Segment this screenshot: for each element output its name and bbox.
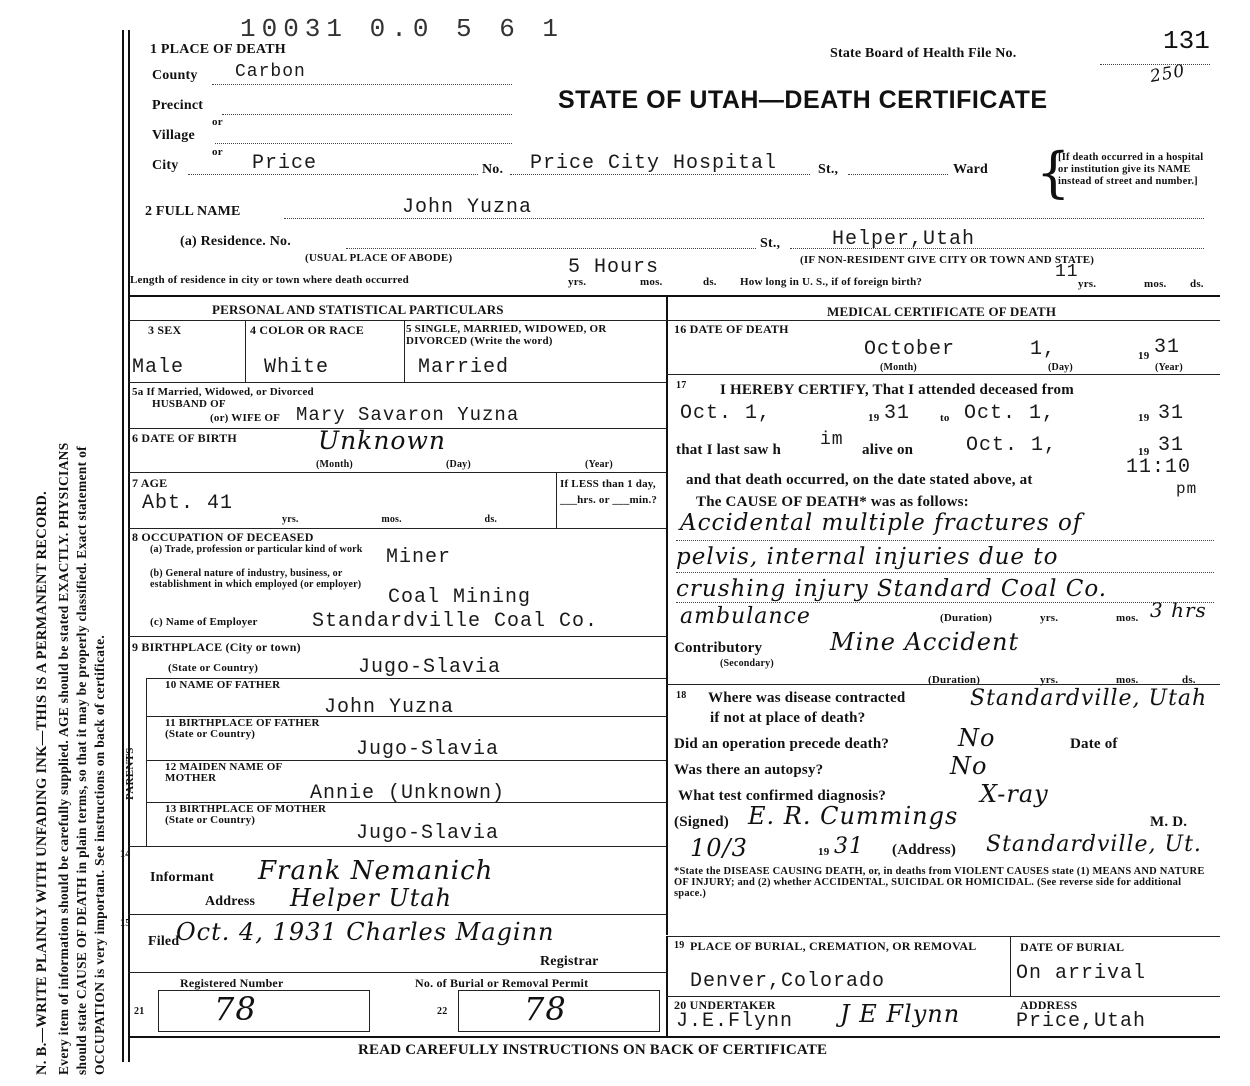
signed-year: 31	[834, 834, 864, 859]
dob-label: 6 DATE OF BIRTH	[132, 431, 237, 445]
date-of-death-month: October	[864, 338, 956, 361]
registrar-label: Registrar	[540, 954, 599, 969]
attended-to-date: Oct. 1,	[964, 402, 1056, 425]
or-label-1: or	[212, 116, 223, 128]
or-label-2: or	[212, 146, 223, 158]
contributory-label: Contributory	[674, 640, 763, 656]
foreign-birth-value: 11	[1055, 262, 1079, 282]
alive-date: Oct. 1,	[966, 434, 1058, 457]
burial-no: 19	[674, 940, 685, 951]
spouse-label-2: HUSBAND OF	[152, 398, 226, 410]
dob-year-label: (Year)	[585, 459, 613, 470]
undertaker-address-value: Price,Utah	[1016, 1010, 1147, 1033]
less-than-label: If LESS than 1 day, ___hrs. or ___min.?	[560, 478, 658, 506]
hospital-note: [If death occurred in a hospital or institution give its NAME instead of street and number.]	[1058, 152, 1204, 187]
alive-on-label: alive on	[862, 442, 914, 458]
footnote: *State the DISEASE CAUSING DEATH, or, in deaths from VIOLENT CAUSES state (1) MEANS AND NATURE OF INJURY; and (2) whether ACCIDENTAL, SUICIDAL OR HOMICIDAL. (See reverse side for additional space.)	[674, 866, 1205, 899]
occupation-label: 8 OCCUPATION OF DECEASED	[132, 530, 314, 544]
left-border	[122, 30, 124, 1062]
informant-value: Frank Nemanich	[258, 856, 494, 886]
full-name-label: 2 FULL NAME	[145, 204, 241, 219]
burial-number-index: 22	[437, 1006, 448, 1017]
ward-label: Ward	[953, 162, 989, 177]
autopsy-value: No	[950, 752, 988, 780]
contracted-label: Where was disease contracted	[708, 690, 906, 706]
death-day-label: (Day)	[1048, 362, 1073, 373]
res-mos-label: mos.	[640, 276, 663, 288]
attended-to-year: 31	[1158, 402, 1185, 425]
foreign-mos-label: mos.	[1144, 278, 1167, 290]
filed-value: Oct. 4, 1931 Charles Maginn	[176, 918, 555, 946]
father-label: 10 NAME OF FATHER	[165, 679, 281, 691]
registered-number-value: 78	[214, 990, 257, 1028]
cause-line-3: crushing injury Standard Coal Co.	[676, 576, 1108, 602]
alive-year-prefix: 19	[1138, 446, 1150, 458]
dob-month-label: (Month)	[316, 459, 353, 470]
margin-line-1: N. B.—WRITE PLAINLY WITH UNFADING INK—THIS IS A PERMANENT RECORD.	[34, 490, 50, 1075]
residence-st-label: St.,	[760, 236, 781, 251]
mother-birthplace-value: Jugo-Slavia	[356, 822, 500, 845]
certificate-title: STATE OF UTAH—DEATH CERTIFICATE	[558, 86, 1048, 114]
residence-label: (a) Residence. No.	[180, 234, 291, 249]
mother-label: 12 MAIDEN NAME OF MOTHER	[165, 761, 282, 784]
mother-value: Annie (Unknown)	[310, 782, 506, 805]
date-of-death-year: 31	[1154, 336, 1181, 359]
informant-label: Informant	[150, 870, 215, 885]
burial-date-label: DATE OF BURIAL	[1020, 940, 1125, 954]
death-ampm: pm	[1176, 480, 1198, 498]
margin-line-2: Every item of information should be carefully supplied. AGE should be stated EXACTLY. PHYSICIANS	[56, 442, 71, 1075]
burial-place-value: Denver,Colorado	[690, 970, 886, 993]
trade-value: Miner	[386, 546, 452, 569]
margin-line-4: OCCUPATION is very important. See instructions on back of certificate.	[92, 634, 107, 1075]
signed-label: (Signed)	[674, 814, 729, 830]
date-of-label: Date of	[1070, 736, 1118, 752]
birthplace-label: 9 BIRTHPLACE (City or town)	[132, 640, 301, 654]
doctor-address-value: Standardville, Ut.	[986, 832, 1202, 857]
age-units: yrs. mos. ds.	[282, 514, 498, 525]
duration-label-1: (Duration)	[940, 612, 993, 624]
stamp-number: 10031 0.0 5 6 1	[240, 14, 565, 44]
duration-yrs-2: yrs.	[1040, 674, 1059, 686]
file-number: 131	[1163, 26, 1210, 56]
foreign-birth-label: How long in U. S., if of foreign birth?	[740, 276, 923, 288]
father-birthplace-value: Jugo-Slavia	[356, 738, 500, 761]
dob-value: Unknown	[318, 426, 446, 455]
contracted-value: Standardville, Utah	[970, 686, 1208, 711]
attended-from-date: Oct. 1,	[680, 402, 772, 425]
city-value: Price	[252, 152, 318, 175]
operation-value: No	[958, 724, 996, 752]
spouse-label-3: (or) WIFE OF	[210, 412, 281, 424]
occurred-text: and that death occurred, on the date stated above, at	[686, 472, 1033, 488]
md-label: M. D.	[1150, 814, 1188, 830]
death-month-label: (Month)	[880, 362, 917, 373]
county-value: Carbon	[235, 62, 306, 82]
burial-label: PLACE OF BURIAL, CREMATION, OR REMOVAL	[690, 939, 977, 953]
duration-mos-2: mos.	[1116, 674, 1139, 686]
date-of-death-year-prefix: 19	[1138, 350, 1150, 362]
res-ds-label: ds.	[703, 276, 717, 288]
age-value: Abt. 41	[142, 492, 234, 515]
autopsy-label: Was there an autopsy?	[674, 762, 824, 778]
city-label: City	[152, 158, 179, 173]
signed-year-prefix: 19	[818, 846, 830, 858]
duration-mos-1: mos.	[1116, 612, 1139, 624]
date-of-death-label: 16 DATE OF DEATH	[674, 322, 789, 336]
parents-label: PARENTS	[124, 747, 136, 800]
county-label: County	[152, 68, 198, 83]
cause-text: The CAUSE OF DEATH* was as follows:	[696, 494, 969, 510]
informant-address-value: Helper Utah	[290, 884, 453, 912]
color-label: 4 COLOR OR RACE	[250, 323, 365, 337]
age-label: 7 AGE	[132, 476, 168, 490]
alive-year: 31	[1158, 434, 1185, 457]
section-top-rule	[128, 295, 1220, 297]
industry-value: Coal Mining	[388, 586, 532, 609]
from-year-prefix: 19	[868, 412, 880, 424]
usual-abode-label: (USUAL PLACE OF ABODE)	[305, 252, 453, 264]
spouse-value: Mary Savaron Yuzna	[296, 404, 520, 426]
brace-icon: {	[1036, 141, 1071, 204]
registered-number-label: Registered Number	[180, 976, 284, 990]
item-18-no: 18	[676, 690, 687, 701]
cause-line-2: pelvis, internal injuries due to	[676, 544, 1059, 570]
duration-label-2: (Duration)	[928, 674, 981, 686]
registered-number-box	[158, 990, 370, 1032]
nonresident-label: (IF NON-RESIDENT GIVE CITY OR TOWN AND STATE)	[800, 254, 1095, 266]
foreign-ds-label: ds.	[1190, 278, 1204, 290]
personal-heading: PERSONAL AND STATISTICAL PARTICULARS	[212, 302, 504, 317]
secondary-label: (Secondary)	[720, 658, 774, 669]
spouse-label-1: 5a If Married, Widowed, or Divorced	[132, 386, 314, 398]
burial-date-value: On arrival	[1016, 962, 1147, 985]
date-of-death-day: 1,	[1030, 338, 1057, 361]
filed-no: 15	[120, 918, 131, 929]
marital-value: Married	[418, 356, 510, 379]
death-year-label: (Year)	[1155, 362, 1183, 373]
footer-instructions: READ CAREFULLY INSTRUCTIONS ON BACK OF CERTIFICATE	[358, 1042, 828, 1058]
left-border-inner	[128, 30, 130, 1062]
signed-value: E. R. Cummings	[748, 802, 959, 830]
file-label: State Board of Health File No.	[830, 46, 1017, 61]
birthplace-value: Jugo-Slavia	[358, 656, 502, 679]
signed-date: 10/3	[690, 834, 748, 862]
burial-number-value: 78	[524, 990, 567, 1028]
place-of-death-heading: 1 PLACE OF DEATH	[150, 42, 286, 57]
filed-label: Filed	[148, 934, 180, 949]
undertaker-label: 20 UNDERTAKER	[674, 998, 776, 1012]
informant-no: 14	[120, 849, 131, 860]
foreign-yrs-label: yrs.	[1078, 278, 1097, 290]
color-value: White	[264, 356, 330, 379]
burial-permit-label: No. of Burial or Removal Permit	[415, 976, 589, 990]
last-saw-label: that I last saw h	[676, 442, 782, 458]
length-residence-value: 5 Hours	[568, 256, 660, 279]
trade-label: (a) Trade, profession or particular kind of work	[150, 544, 363, 555]
dob-day-label: (Day)	[446, 459, 471, 470]
birthplace-state-label: (State or Country)	[168, 662, 259, 674]
street-label: St.,	[818, 162, 839, 177]
cause-line-1: Accidental multiple fractures of	[680, 510, 1083, 536]
sex-value: Male	[132, 356, 185, 379]
duration-ds-2: ds.	[1182, 674, 1196, 686]
center-divider	[666, 295, 668, 935]
length-residence-label: Length of residence in city or town where death occurred	[130, 274, 409, 286]
father-birthplace-label: 11 BIRTHPLACE OF FATHER (State or Country)	[165, 717, 320, 740]
precinct-label: Precinct	[152, 98, 204, 113]
hospital-value: Price City Hospital	[530, 152, 778, 175]
medical-heading: MEDICAL CERTIFICATE OF DEATH	[827, 304, 1057, 319]
village-label: Village	[152, 128, 195, 143]
test-label: What test confirmed diagnosis?	[678, 788, 887, 804]
contributory-value: Mine Accident	[830, 628, 1020, 656]
undertaker-value: J.E.Flynn	[676, 1010, 794, 1033]
mother-birthplace-label: 13 BIRTHPLACE OF MOTHER (State or Country)	[165, 803, 327, 826]
doctor-address-label: (Address)	[892, 842, 957, 858]
employer-label: (c) Name of Employer	[150, 616, 258, 628]
file-number-handwritten: 250	[1148, 61, 1187, 87]
test-value: X-ray	[980, 780, 1049, 808]
res-yrs-label: yrs.	[568, 276, 587, 288]
undertaker-signature: J E Flynn	[840, 1000, 961, 1028]
undertaker-address-label: ADDRESS	[1020, 998, 1078, 1012]
margin-line-3: should state CAUSE OF DEATH in plain terms, so that it may be properly classified. Exact statement of	[74, 446, 89, 1075]
cause-line-4: ambulance	[680, 604, 811, 629]
industry-label: (b) General nature of industry, business, or establishment in which employed (or employer)	[150, 568, 362, 590]
employer-value: Standardville Coal Co.	[312, 610, 599, 633]
sex-label: 3 SEX	[148, 323, 182, 337]
no-label: No.	[482, 162, 504, 177]
duration-yrs-1: yrs.	[1040, 612, 1059, 624]
death-time: 11:10	[1126, 456, 1192, 479]
full-name-value: John Yuzna	[402, 196, 533, 219]
father-value: John Yuzna	[324, 696, 455, 719]
marital-label: 5 SINGLE, MARRIED, WIDOWED, OR DIVORCED (Write the word)	[406, 323, 607, 347]
to-label: to	[940, 412, 950, 424]
certify-text: I HEREBY CERTIFY, That I attended deceased from	[720, 382, 1074, 398]
attended-from-year: 31	[884, 402, 911, 425]
operation-label: Did an operation precede death?	[674, 736, 890, 752]
to-year-prefix: 19	[1138, 412, 1150, 424]
informant-address-label: Address	[205, 894, 256, 909]
duration-value: 3 hrs	[1150, 598, 1207, 622]
residence-value: Helper,Utah	[832, 228, 976, 251]
last-saw-h: im	[820, 430, 844, 450]
contracted-label-2: if not at place of death?	[710, 710, 866, 726]
certify-no: 17	[676, 380, 687, 391]
reg-number-index: 21	[134, 1006, 145, 1017]
